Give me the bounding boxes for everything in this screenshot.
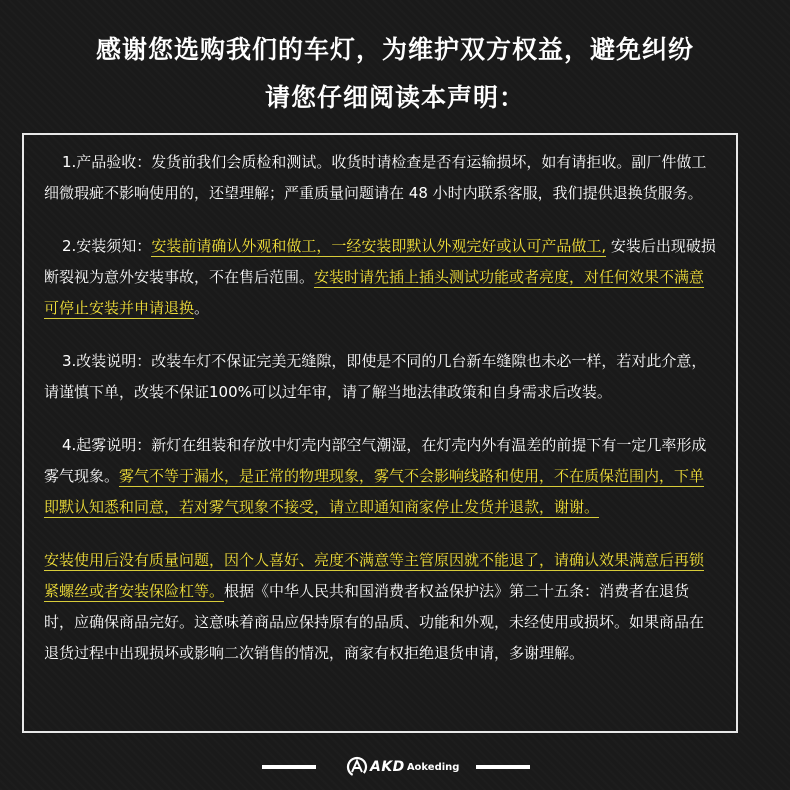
section-2-highlight-1: 安装前请确认外观和做工，一经安装即默认外观完好或认可产品做工, — [151, 237, 607, 255]
brand-logo-text: AKD — [370, 759, 405, 775]
section-1-text: 1.产品验收：发货前我们会质检和测试。收货时请检查是否有运输损坏，如有请拒收。副厂件做工细微瑕疵不影响使用的，还望理解；严重质量问题请在 48 小时内联系客服，我们提供退换货服务。 — [44, 153, 707, 202]
section-2-suffix: 。 — [194, 299, 210, 317]
akd-logo-icon — [346, 756, 368, 778]
section-installation — [44, 231, 718, 324]
header — [0, 30, 790, 118]
section-4-prefix: 4.起雾说明：新灯在组装和存放中灯壳内部空气潮湿，在灯壳内外有温差的前提下有一定几率形成雾气现象。 — [44, 436, 707, 485]
section-returns — [44, 545, 718, 669]
section-2-middle: 安装后出现破损断裂视为意外安装事故，不在售后范围。 — [44, 237, 716, 286]
footer-divider-left — [262, 765, 316, 769]
section-2-highlight-2: 安装时请先插上插头测试功能或者亮度，对任何效果不满意可停止安装并申请退换 — [44, 268, 705, 317]
brand-name: Aokeding — [406, 761, 460, 773]
footer — [0, 752, 790, 782]
section-product-acceptance — [44, 147, 718, 209]
section-2-prefix: 2.安装须知： — [62, 237, 152, 255]
notice-panel — [22, 133, 738, 733]
brand-logo — [346, 754, 459, 780]
footer-divider-right — [476, 765, 530, 769]
header-title-line1: 感谢您选购我们的车灯，为维护双方权益，避免纠纷 — [95, 35, 694, 64]
section-3-text: 3.改装说明：改装车灯不保证完美无缝隙，即使是不同的几台新车缝隙也未必一样，若对此介意，请谨慎下单，改装不保证100%可以过年审，请了解当地法律政策和自身需求后改装。 — [44, 352, 707, 401]
section-5-text: 根据《中华人民共和国消费者权益保护法》第二十五条：消费者在退货时，应确保商品完好。这意味着商品应保持原有的品质、功能和外观，未经使用或损坏。如果商品在退货过程中出现损坏或影响二次销售的情况，商家有权拒绝退货申请，多谢理解。 — [44, 582, 705, 662]
section-fogging — [44, 430, 718, 523]
section-5-highlight: 安装使用后没有质量问题，因个人喜好、亮度不满意等主管原因就不能退了，请确认效果满意后再锁紧螺丝或者安装保险杠等。 — [44, 551, 705, 600]
section-modification — [44, 346, 718, 408]
header-title-line2: 请您仔细阅读本声明： — [264, 83, 525, 112]
section-4-highlight: 雾气不等于漏水，是正常的物理现象，雾气不会影响线路和使用，不在质保范围内，下单即默认知悉和同意，若对雾气现象不接受，请立即通知商家停止发货并退款，谢谢。 — [44, 467, 705, 516]
